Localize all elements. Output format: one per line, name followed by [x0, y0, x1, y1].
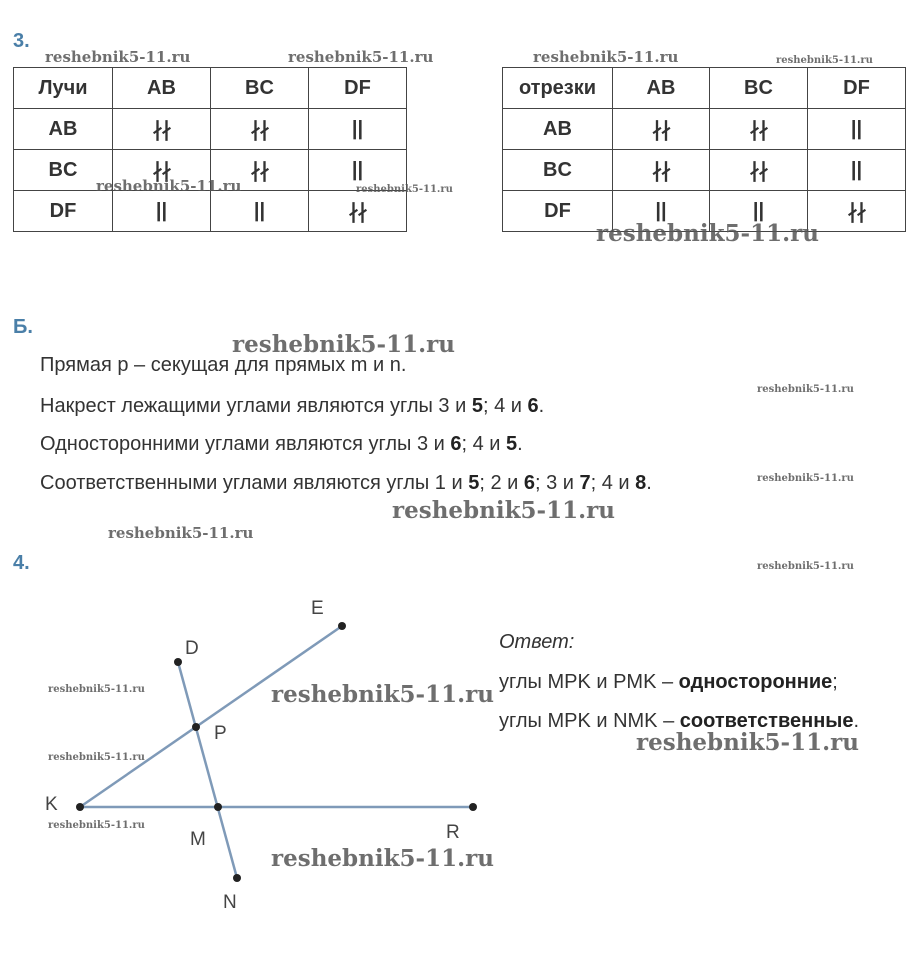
not-parallel-mark: ∤∤ — [113, 109, 211, 150]
section-3-label: 3. — [13, 30, 30, 52]
angle-number: 8 — [635, 472, 647, 494]
table-header-cell: AB — [113, 68, 211, 109]
table-row — [503, 150, 906, 191]
table-header-cell: BC — [710, 68, 808, 109]
sentence-text: ; 4 и — [590, 472, 636, 494]
same-side-angles-statement — [40, 433, 523, 456]
angle-number: 5 — [506, 433, 518, 455]
angle-number: 6 — [450, 433, 462, 455]
table-row — [14, 109, 407, 150]
watermark: reshebnik5-11.ru — [533, 48, 679, 66]
sentence-text: Прямая p – секущая для прямых m и n. — [40, 354, 407, 376]
not-parallel-mark: ∤∤ — [613, 109, 710, 150]
sentence-text: ; 3 и — [534, 472, 580, 494]
sentence-text: ; 4 и — [482, 395, 528, 417]
not-parallel-mark: ∤∤ — [710, 109, 808, 150]
angle-number: 6 — [523, 472, 535, 494]
answer-text: . — [853, 710, 860, 732]
section-4-label: 4. — [13, 552, 30, 574]
point-label-r: R — [446, 822, 460, 843]
angle-number: 5 — [471, 395, 483, 417]
parallel-mark: || — [309, 150, 407, 191]
watermark: reshebnik5-11.ru — [108, 524, 254, 542]
point-label-n: N — [223, 892, 237, 913]
watermark: reshebnik5-11.ru — [271, 681, 494, 708]
table-header-cell: BC — [211, 68, 309, 109]
table-header-row — [14, 68, 407, 109]
sentence-text: . — [646, 472, 652, 494]
point-d — [174, 658, 182, 666]
sentence-text: Накрест лежащими углами являются углы 3 и — [40, 395, 472, 417]
row-label: AB — [14, 109, 113, 150]
sentence-text: Односторонними углами являются углы 3 и — [40, 433, 451, 455]
point-label-m: M — [190, 829, 206, 850]
alternate-angles-statement — [40, 395, 544, 418]
watermark: reshebnik5-11.ru — [392, 497, 615, 524]
table-header-cell: Лучи — [14, 68, 113, 109]
table-header-cell: DF — [309, 68, 407, 109]
watermark: reshebnik5-11.ru — [271, 845, 494, 872]
table-header-cell: AB — [613, 68, 710, 109]
answer-term: соответственные — [679, 710, 854, 732]
watermark: reshebnik5-11.ru — [96, 177, 242, 195]
parallel-mark: || — [211, 191, 309, 232]
point-r — [469, 803, 477, 811]
sentence-text: . — [538, 395, 545, 417]
not-parallel-mark: ∤∤ — [211, 109, 309, 150]
answer-heading: Ответ: — [499, 631, 575, 653]
sentence-text: ; 2 и — [479, 472, 524, 494]
row-label: BC — [503, 150, 613, 191]
not-parallel-mark: ∤∤ — [808, 191, 906, 232]
watermark: reshebnik5-11.ru — [232, 331, 455, 358]
table-header-row — [503, 68, 906, 109]
sentence-text: ; 4 и — [461, 433, 507, 455]
watermark: reshebnik5-11.ru — [45, 48, 191, 66]
watermark: reshebnik5-11.ru — [776, 55, 873, 66]
answer-term: односторонние — [678, 671, 833, 693]
parallel-mark: || — [808, 150, 906, 191]
table-row — [14, 191, 407, 232]
watermark: reshebnik5-11.ru — [636, 729, 859, 756]
row-label: DF — [14, 191, 113, 232]
watermark: reshebnik5-11.ru — [48, 684, 145, 695]
point-k — [76, 803, 84, 811]
point-label-p: P — [214, 723, 227, 744]
angle-number: 5 — [468, 472, 480, 494]
not-parallel-mark: ∤∤ — [710, 150, 808, 191]
point-e — [338, 622, 346, 630]
not-parallel-mark: ∤∤ — [113, 150, 211, 191]
row-label: AB — [503, 109, 613, 150]
answer-text: углы MPK и PMK – — [499, 671, 679, 693]
line-dn — [178, 662, 237, 878]
not-parallel-mark: ∤∤ — [613, 150, 710, 191]
answer-line-1 — [499, 671, 838, 694]
point-label-d: D — [185, 638, 199, 659]
point-p — [192, 723, 200, 731]
point-label-k: K — [45, 794, 58, 815]
point-label-e: E — [311, 598, 324, 619]
sentence-text: . — [517, 433, 523, 455]
parallel-mark: || — [808, 109, 906, 150]
watermark: reshebnik5-11.ru — [48, 820, 145, 831]
rays-table — [13, 67, 407, 232]
watermark: reshebnik5-11.ru — [288, 48, 434, 66]
row-label: DF — [503, 191, 613, 232]
answer-text: ; — [832, 671, 838, 693]
row-label: BC — [14, 150, 113, 191]
watermark: reshebnik5-11.ru — [757, 473, 854, 484]
angle-number: 7 — [579, 472, 591, 494]
not-parallel-mark: ∤∤ — [211, 150, 309, 191]
table-row — [503, 109, 906, 150]
section-b-label: Б. — [13, 316, 33, 338]
point-m — [214, 803, 222, 811]
parallel-mark: || — [113, 191, 211, 232]
parallel-mark: || — [613, 191, 710, 232]
watermark: reshebnik5-11.ru — [48, 752, 145, 763]
watermark: reshebnik5-11.ru — [757, 561, 854, 572]
watermark: reshebnik5-11.ru — [356, 184, 453, 195]
corresponding-angles-statement — [40, 472, 652, 495]
not-parallel-mark: ∤∤ — [309, 191, 407, 232]
table-header-cell: DF — [808, 68, 906, 109]
watermark: reshebnik5-11.ru — [757, 384, 854, 395]
angle-number: 6 — [527, 395, 539, 417]
parallel-mark: || — [309, 109, 407, 150]
answer-text: углы MPK и NMK – — [499, 710, 680, 732]
watermark: reshebnik5-11.ru — [596, 220, 819, 247]
table-header-cell: отрезки — [503, 68, 613, 109]
sentence-text: Соответственными углами являются углы 1 и — [40, 472, 469, 494]
point-n — [233, 874, 241, 882]
parallel-mark: || — [710, 191, 808, 232]
segments-table — [502, 67, 906, 232]
